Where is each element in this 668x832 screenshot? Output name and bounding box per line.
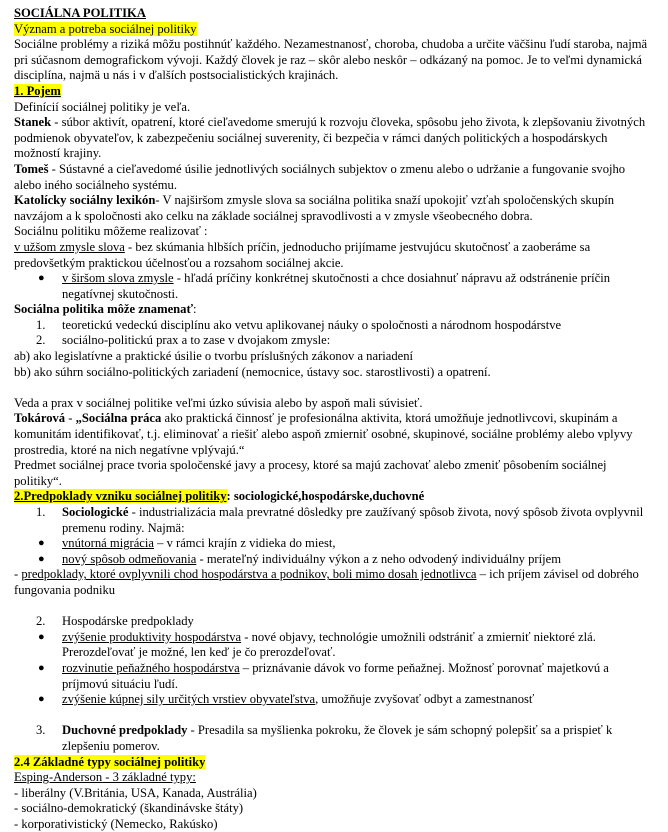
section-2-heading: 2.Predpoklady vzniku sociálnej politiky: sociologické,hospodárske,duchovné — [14, 489, 425, 504]
bullet-dot-icon: ● — [38, 693, 45, 706]
list-item-text: sociálno-politickú prax a to zase v dvojakom zmysle: — [62, 333, 331, 348]
meaning-heading: Sociálna politika môže znamenať: — [14, 302, 197, 317]
stanek-text: - súbor aktivít, opatrení, ktoré cieľavedome smerujú k rozvoju človeka, spôsobu jeho života, k zlepšovaniu životných podmienok obyvateľov, k zabezpečeniu sociálnej suverenity, či bezpečia v rámci daných politických a hospodárskych možností krajiny. — [14, 115, 646, 161]
list-item-sociologicke — [14, 505, 654, 536]
bullet-dot-icon: ● — [38, 537, 45, 550]
type-social-democratic: - sociálno-demokratický (škandinávske štáty) — [14, 801, 244, 816]
list-number: 2. — [36, 614, 46, 629]
definition-katolicky — [14, 193, 654, 224]
tomes-text: - Sústavné a cieľavedomé úsilie jednotlivých sociálnych subjektov o zmenu alebo o udržanie a fungovanie svojho alebo iného sociálneho systému. — [14, 161, 626, 192]
list-item-odmenovanie: ● nový spôsob odmeňovania - merateľný individuálny výkon a z neho odvodený individuálny príjem — [38, 551, 561, 566]
broad-sense-term: v širšom slova zmysle — [62, 271, 174, 286]
source-katolicky-lexikon: Katolícky sociálny lexikón — [14, 193, 156, 208]
duchovne-term: Duchovné predpoklady — [62, 723, 188, 738]
sociologicke-text: - industrializácia mala prevratné dôsledky pre zaužívaný spôsob života, nový spôsob života ovplyvnil premenu rodiny. Najmä: — [62, 505, 644, 535]
document-title: SOCIÁLNA POLITIKA — [14, 6, 146, 20]
science-practice-line: Veda a prax v sociálnej politike veľmi úzko súvisia alebo by aspoň mali súvisieť. — [14, 395, 423, 410]
duchovne-text: - Presadila sa myšlienka pokroku, že človek je sám schopný polepšiť sa a prispieť k zlepšeniu pomerov. — [62, 723, 613, 753]
list-number: 1. — [36, 505, 46, 519]
list-item-kupna-sila: ● zvýšenie kúpnej sily určitých vrstiev obyvateľstva, umožňuje zvyšovať odbyt a zamestnanosť — [38, 692, 535, 707]
definitions-line: Definícií sociálnej politiky je veľa. — [14, 99, 191, 114]
type-liberal: - liberálny (V.Británia, USA, Kanada, Austrália) — [14, 785, 257, 800]
list-item-meaning-2 — [14, 333, 654, 349]
list-item-migracia: ● vnútorná migrácia – v rámci krajín z vidieka do miest, — [38, 536, 336, 551]
section-1-heading: 1. Pojem — [14, 83, 61, 98]
bullet-dot-icon: ● — [38, 272, 45, 285]
author-stanek: Stanek — [14, 115, 52, 130]
author-tomes: Tomeš — [14, 161, 49, 176]
bullet-dot-icon: ● — [38, 552, 45, 565]
broad-sense-text: - hľadá príčiny konkrétnej skutočnosti a chce dosiahnuť nápravu až odstránenie príčin negatívnej skutočnosti. — [62, 271, 611, 301]
author-tokarova: Tokárová — [14, 411, 66, 426]
realize-line: Sociálnu politiku môžeme realizovať : — [14, 224, 208, 239]
list-item-penazne: ● rozvinutie peňažného hospodárstva – priznávanie dávok vo forme peňažnej. Možnosť porovnať majetkovú a príjmovú situáciu ľudí. — [38, 660, 609, 691]
katolicky-text: - V najširšom zmysle slova sa sociálna politika snaží upokojiť vzťah spoločenských skupín navzájom a k spoločnosti ako celku na základe sociálnej spravodlivosti a v zmysle všeobecného dobra. — [14, 193, 615, 223]
list-item-duchovne — [14, 723, 654, 754]
subject-paragraph: Predmet sociálnej prace tvoria spoločenské javy a procesy, ktoré sa majú zachovať alebo zmeniť pôsobením sociálnej politiky“. — [14, 458, 607, 488]
bullet-dot-icon: ● — [38, 661, 45, 674]
sub-item-ab: ab) ako legislatívne a praktické úsilie o tvorbu príslušných zákonov a nariadení — [14, 349, 414, 364]
sociologicke-term: Sociologické — [62, 505, 129, 519]
list-item-hospodarske — [14, 614, 654, 630]
definition-tomes — [14, 162, 654, 193]
list-item-text: teoretickú vedeckú disciplínu ako vetvu aplikovanej náuky o spoločnosti a národnom hospodárstve — [62, 317, 562, 332]
list-item-meaning-1 — [14, 318, 654, 334]
bullet-dot-icon: ● — [38, 630, 45, 643]
list-number: 2. — [36, 333, 46, 348]
section-2-4-heading: 2.4 Základné typy sociálnej politiky — [14, 754, 206, 769]
definition-tokarova: Tokárová - „Sociálna práca ako praktická činnosť je profesionálna aktivita, ktorá umožňuje jednotlivcovi, skupinám a komunitám identifikovať, t.j. eliminovať a riešiť alebo aspoň zmierniť osobné, skupinové, sociálne problémy alebo vplyvy prostredia, ktoré na nich negatívne vplývajú.“ — [14, 411, 633, 457]
list-item-produktivita: ● zvýšenie produktivity hospodárstva - nové objavy, technológie umožnili odstrániť a zmierniť niektoré zlá. Prerozdeľovať je možné, len keď je čo prerozdeľovať. — [38, 629, 596, 660]
list-number: 3. — [36, 723, 46, 738]
list-number: 1. — [36, 317, 46, 332]
narrow-sense — [14, 240, 654, 271]
sub-item-bb: bb) ako súhrn sociálno-politických zariadení (nemocnice, ústavy soc. starostlivosti) a opatrení. — [14, 364, 491, 379]
social-work-term: „Sociálna práca — [75, 411, 162, 426]
hospodarske-term: Hospodárske predpoklady — [62, 614, 194, 629]
intro-paragraph: Sociálne problémy a riziká môžu postihnúť každého. Nezamestnanosť, choroba, chudoba a určite väčšinu ľudí staroba, najmä pri súčasnom demografickom vývoji. Každý človek je raz – skôr alebo neskôr – odkázaný na pomoc. Je to veľmi dynamická disciplína, najmä u nás i v ďalších postsocialistických krajinách. — [14, 37, 648, 83]
narrow-sense-text: - bez skúmania hlbších príčin, jednoducho prijímame jestvujúcu skutočnosť a zaoberáme sa predovšetkým praktickou účelnosťou a rozsahom sociálnej akcie. — [14, 239, 591, 270]
dash-item-predpoklady: - predpoklady, ktoré ovplyvnili chod hospodárstva a podnikov, boli mimo dosah jednotlivca – ich príjem závisel od dobrého fungovania podniku — [14, 567, 639, 597]
tokarova-text: ako praktická činnosť je profesionálna aktivita, ktorá umožňuje jednotlivcovi, skupinám a komunitám identifikovať, t.j. eliminovať a riešiť alebo aspoň zmierniť osobné, skupinové, sociálne problémy alebo vplyvy prostredia, ktoré na nich negatívne vplývajú.“ — [14, 411, 633, 457]
narrow-sense-term: v užšom zmysle slova — [14, 239, 125, 254]
esping-line: Esping-Anderson - 3 základné typy: — [14, 770, 196, 785]
type-corporatist: - korporativistický (Nemecko, Rakúsko) — [14, 816, 218, 831]
list-item-broad-sense — [14, 271, 654, 302]
subtitle-highlight: Význam a potreba sociálnej politiky — [14, 21, 197, 36]
definition-stanek — [14, 115, 654, 162]
